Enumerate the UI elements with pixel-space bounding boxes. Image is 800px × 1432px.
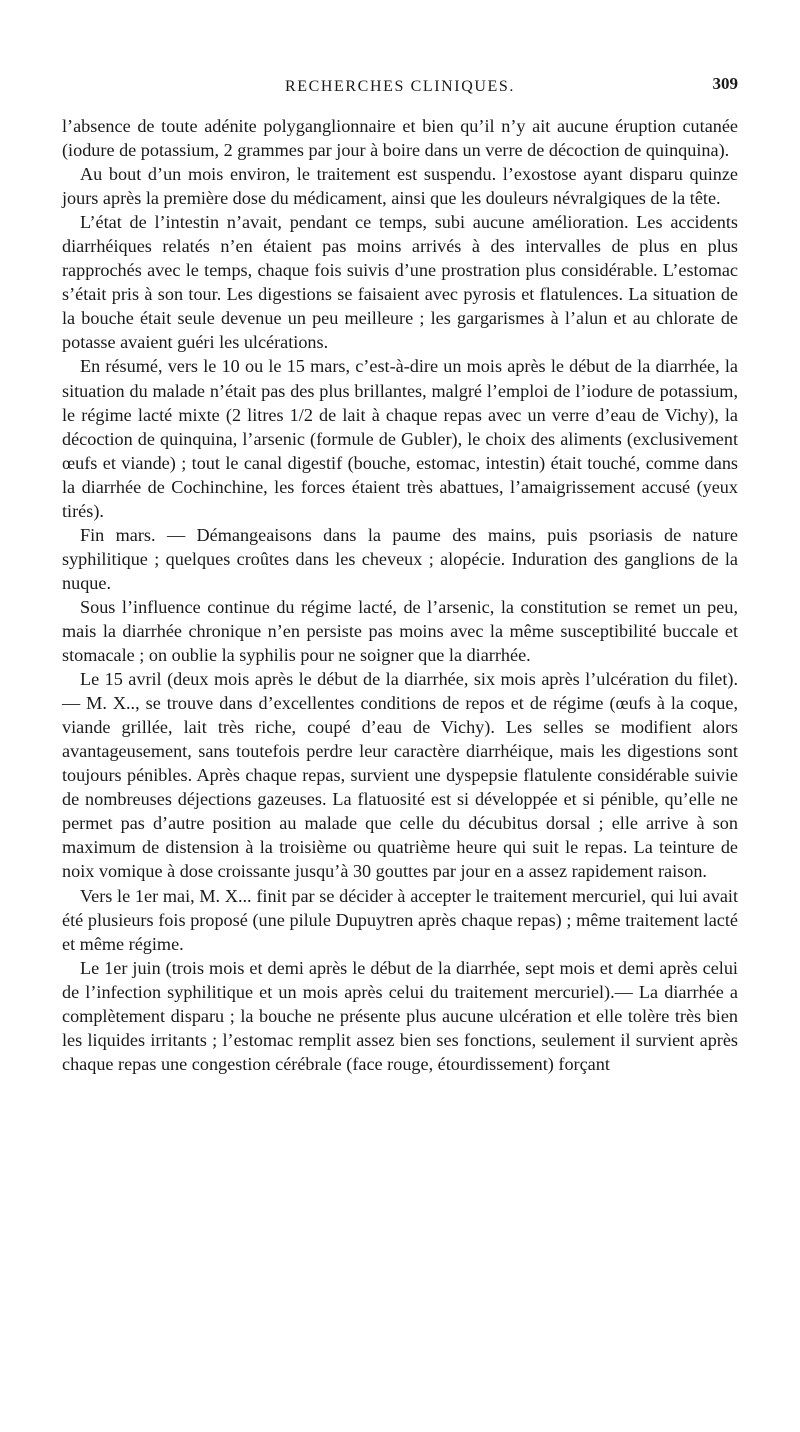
paragraph-5: Fin mars. — Démangeaisons dans la paume des mains, puis psoriasis de nature syphilitique ; quelques croûtes dans les cheveux ; alopécie. Induration des ganglions de la nuque. xyxy=(62,524,738,593)
paragraph-4: En résumé, vers le 10 ou le 15 mars, c’est-à-dire un mois après le début de la diarrhée, la situation du malade n’était pas des plus brillantes, malgré l’emploi de l’iodure de potassium, le régime lacté mixte (2 litres 1/2 de lait à chaque repas avec un verre d’eau de Vichy), la décoction de quinquina, l’arsenic (formule de Gubler), le choix des aliments (exclusivement œufs et viande) ; tout le canal digestif (bouche, estomac, intestin) était touché, comme dans la diarrhée de Cochinchine, les forces étaient très abattues, l’amaigrissement accusé (yeux tirés). xyxy=(62,356,738,521)
page-body xyxy=(62,114,738,1076)
running-title: RECHERCHES CLINIQUES. xyxy=(284,78,516,95)
paragraph-2: Au bout d’un mois environ, le traitement est suspendu. l’exostose ayant disparu quinze jours après la première dose du médicament, ainsi que les douleurs névralgiques de la tête. xyxy=(62,164,738,209)
paragraph-1: l’absence de toute adénite polyganglionnaire et bien qu’il n’y ait aucune éruption cutanée (iodure de potassium, 2 grammes par jour à boire dans un verre de décoction de quinquina). xyxy=(62,116,738,161)
paragraph-6: Sous l’influence continue du régime lacté, de l’arsenic, la constitution se remet un peu, mais la diarrhée chronique n’en persiste pas moins avec la même susceptibilité buccale et stomacale ; on oublie la syphilis pour ne soigner que la diarrhée. xyxy=(62,596,738,666)
paragraph-3: L’état de l’intestin n’avait, pendant ce temps, subi aucune amélioration. Les accidents diarrhéiques relatés n’en étaient pas moins arrivés à des intervalles de plus en plus rapprochés avec le temps, chaque fois suivis d’une prostration plus considérable. L’estomac s’était pris à son tour. Les digestions se faisaient avec pyrosis et flatulences. La situation de la bouche était seule devenue un peu meilleure ; les gargarismes à l’alun et au chlorate de potasse avaient guéri les ulcérations. xyxy=(62,212,738,353)
paragraph-8: Vers le 1er mai, M. X... finit par se décider à accepter le traitement mercuriel, qui lui avait été plusieurs fois proposé (une pilule Dupuytren après chaque repas) ; même traitement lacté et même régime. xyxy=(62,885,738,954)
page-number: 309 xyxy=(712,74,738,93)
paragraph-9: Le 1er juin (trois mois et demi après le début de la diarrhée, sept mois et demi après celui de l’infection syphilitique et un mois après celui du traitement mercuriel).— La diarrhée a complètement disparu ; la bouche ne présente plus aucune ulcération et elle tolère très bien les liquides irritants ; l’estomac remplit assez bien ses fonctions, seulement il survient après chaque repas une congestion cérébrale (face rouge, étourdissement) forçant xyxy=(62,957,738,1074)
paragraph-7: Le 15 avril (deux mois après le début de la diarrhée, six mois après l’ulcération du filet).— M. X.., se trouve dans d’excellentes conditions de repos et de régime (œufs à la coque, viande grillée, lait très riche, coupé d’eau de Vichy). Les selles se modifient alors avantageusement, sans toutefois perdre leur caractère diarrhéique, mais les digestions sont toujours pénibles. Après chaque repas, survient une dyspepsie flatulente considérable suivie de nombreuses déjections gazeuses. La flatuosité est si développée et si pénible, qu’elle ne permet pas d’autre position au malade que celle du décubitus dorsal ; elle arrive à son maximum de distension à la troisième ou quatrième heure qui suit le repas. La teinture de noix vomique à dose croissante jusqu’à 30 gouttes par jour en a assez rapidement raison. xyxy=(62,669,738,882)
